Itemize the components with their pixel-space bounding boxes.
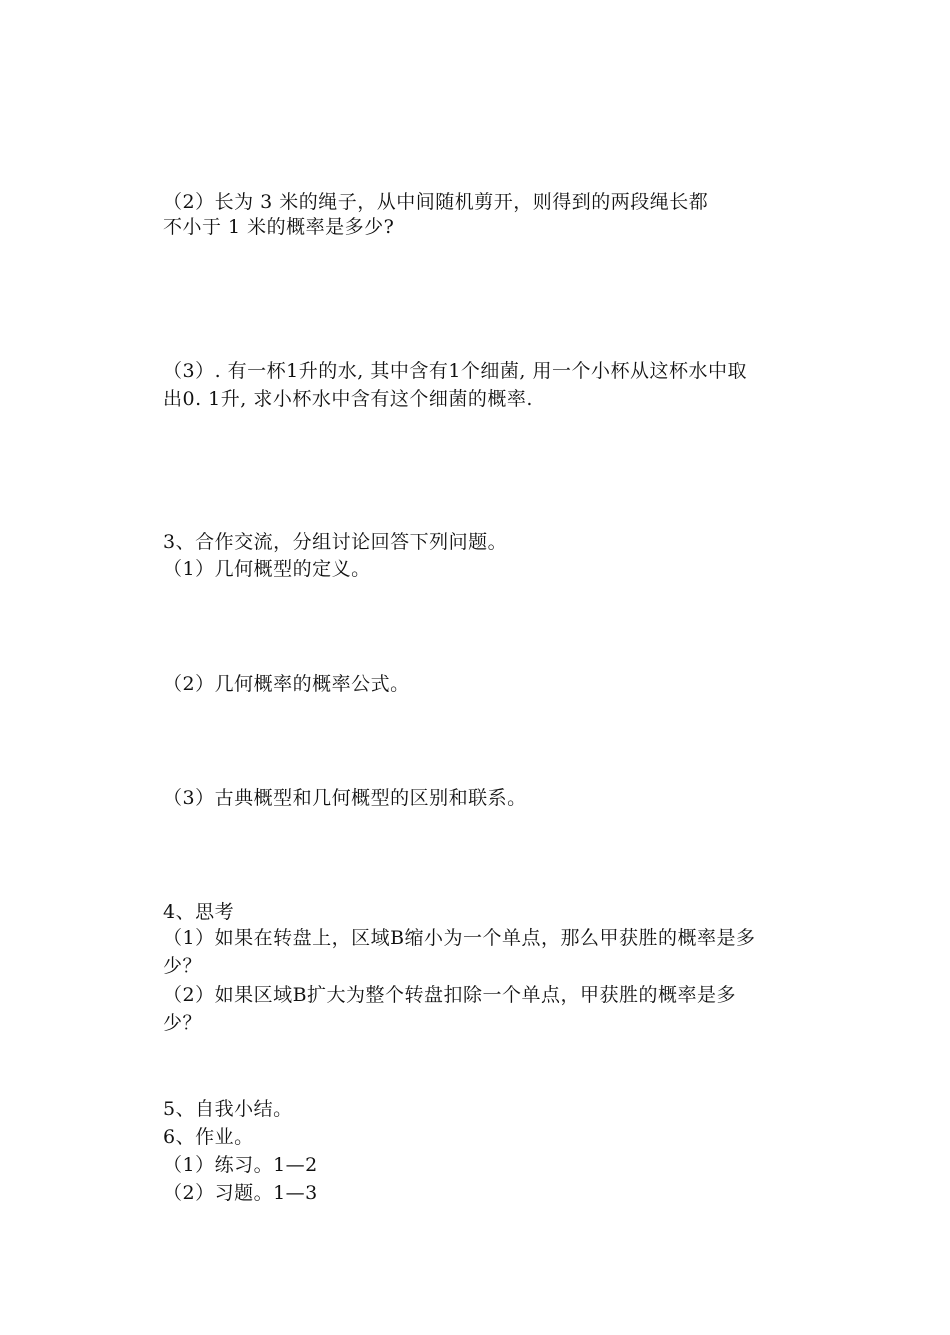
homework-item-1: （1）练习。1—2 xyxy=(163,1154,318,1176)
section-4-item-2-line-2: 少？ xyxy=(163,1012,203,1034)
problem-2-line-2: 不小于 1 米的概率是多少? xyxy=(163,216,395,238)
section-3-item-3: （3）古典概型和几何概型的区别和联系。 xyxy=(163,787,527,809)
section-4-heading: 4、思考 xyxy=(163,901,235,923)
section-3-heading: 3、合作交流，分组讨论回答下列问题。 xyxy=(163,531,508,553)
problem-3-line-1: （3）. 有一杯1升的水, 其中含有1个细菌, 用一个小杯从这杯水中取 xyxy=(163,360,748,382)
section-3-item-2: （2）几何概率的概率公式。 xyxy=(163,673,410,695)
problem-2-line-1: （2）长为 3 米的绳子，从中间随机剪开，则得到的两段绳长都 xyxy=(163,191,709,213)
section-4-item-2-line-1: （2）如果区域B扩大为整个转盘扣除一个单点，甲获胜的概率是多 xyxy=(163,984,737,1006)
section-3-item-1: （1）几何概型的定义。 xyxy=(163,558,371,580)
section-4-item-1-line-1: （1）如果在转盘上，区域B缩小为一个单点，那么甲获胜的概率是多 xyxy=(163,927,756,949)
section-4-item-1-line-2: 少？ xyxy=(163,955,203,977)
section-6-heading: 6、作业。 xyxy=(163,1126,254,1148)
problem-3-line-2: 出0. 1升, 求小杯水中含有这个细菌的概率. xyxy=(163,388,533,410)
section-5-heading: 5、自我小结。 xyxy=(163,1098,293,1120)
homework-item-2: （2）习题。1—3 xyxy=(163,1182,318,1204)
